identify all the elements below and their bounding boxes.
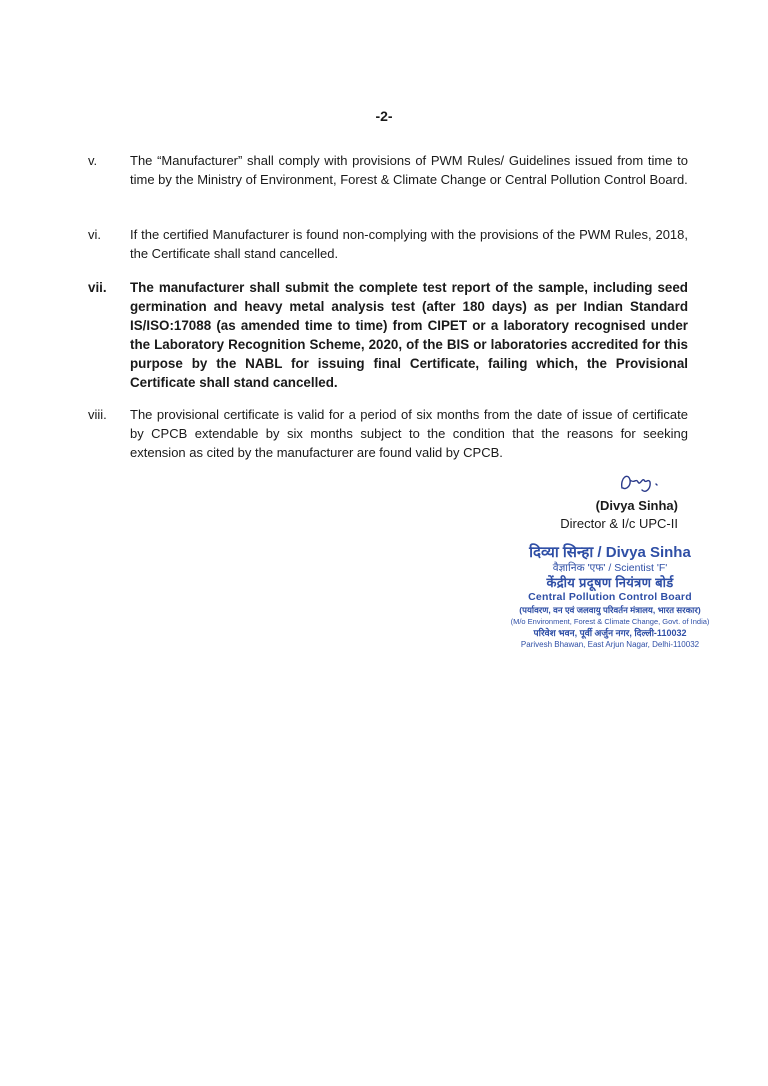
clause-text: If the certified Manufacturer is found non-complying with the provisions of the PWM Rules, 2018, the Certificate shall stand cancelled.	[130, 227, 688, 261]
stamp-address-hindi: परिवेश भवन, पूर्वी अर्जुन नगर, दिल्ली-110032	[533, 628, 687, 638]
stamp-title: वैज्ञानिक 'एफ' / Scientist 'F'	[552, 562, 668, 574]
clause-number: vi.	[88, 227, 101, 242]
clause-viii	[88, 405, 688, 462]
official-stamp	[500, 544, 720, 651]
clause-number: vii.	[88, 280, 107, 295]
clause-text: The manufacturer shall submit the complete test report of the sample, including seed germination and heavy metal analysis test (after 180 days) as per Indian Standard IS/ISO:17088 (as amended time to time) from CIPET or a laboratory recognised under the Laboratory Recognition Scheme, 2020, of the BIS or laboratories accredited for this purpose by the NABL for issuing final Certificate, failing which, the Provisional Certificate shall stand cancelled.	[130, 280, 688, 390]
signatory-name: (Divya Sinha)	[595, 498, 678, 513]
stamp-address-english: Parivesh Bhawan, East Arjun Nagar, Delhi-110032	[520, 640, 700, 649]
clause-vii	[88, 278, 688, 392]
stamp-name: दिव्या सिन्हा / Divya Sinha	[529, 544, 691, 561]
clause-text: The “Manufacturer” shall comply with provisions of PWM Rules/ Guidelines issued from time to time by the Ministry of Environment, Forest & Climate Change or Central Pollution Control Board.	[130, 153, 688, 187]
stamp-org-english: Central Pollution Control Board	[528, 591, 692, 603]
signatory-designation: Director & I/c UPC-II	[560, 516, 678, 531]
stamp-ministry-english: (M/o Environment, Forest & Climate Change, Govt. of India)	[510, 617, 710, 626]
page-number: -2-	[375, 108, 393, 124]
handwritten-initials	[616, 468, 666, 496]
clause-v	[88, 151, 688, 189]
stamp-ministry-hindi: (पर्यावरण, वन एवं जलवायु परिवर्तन मंत्रालय, भारत सरकार)	[519, 605, 701, 615]
clause-text: The provisional certificate is valid for a period of six months from the date of issue of certificate by CPCB extendable by six months subject to the condition that the reasons for seeking extension as cited by the manufacturer are found valid by CPCB.	[130, 407, 688, 460]
clause-vi	[88, 225, 688, 263]
clause-number: v.	[88, 153, 98, 168]
clause-number: viii.	[88, 407, 107, 422]
stamp-org-hindi: केंद्रीय प्रदूषण नियंत्रण बोर्ड	[546, 575, 674, 590]
